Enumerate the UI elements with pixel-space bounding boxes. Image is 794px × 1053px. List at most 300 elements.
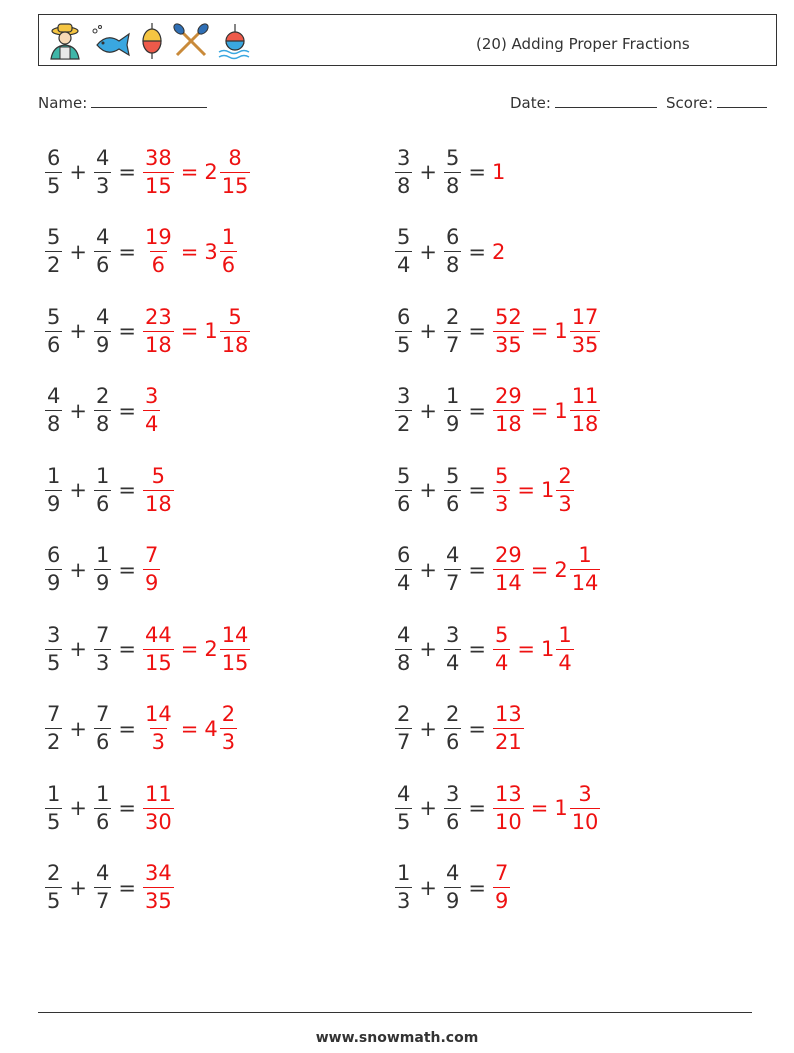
plus-sign: + bbox=[419, 398, 437, 423]
denominator: 6 bbox=[95, 253, 110, 277]
denominator: 6 bbox=[151, 253, 166, 277]
denominator: 21 bbox=[494, 730, 522, 754]
plus-sign: + bbox=[419, 796, 437, 820]
problem-item bbox=[394, 140, 505, 204]
answer-fraction bbox=[143, 781, 174, 834]
plus-sign: + bbox=[69, 716, 87, 741]
whole-answer: 2 bbox=[491, 239, 506, 264]
crossed-oars-icon bbox=[171, 21, 211, 61]
denominator: 5 bbox=[47, 809, 61, 834]
numerator: 1 bbox=[95, 543, 110, 567]
denominator: 5 bbox=[47, 650, 61, 675]
answer-fraction bbox=[143, 304, 174, 357]
equals-sign: = bbox=[118, 319, 136, 343]
equals-sign: = bbox=[468, 716, 486, 741]
denominator: 6 bbox=[397, 491, 411, 516]
mixed-whole: 2 bbox=[204, 160, 218, 184]
denominator: 2 bbox=[47, 253, 61, 277]
denominator: 5 bbox=[397, 332, 411, 357]
equals-sign: = bbox=[530, 319, 549, 343]
answer-fraction bbox=[143, 863, 174, 912]
mixed-fraction bbox=[220, 304, 251, 357]
denominator: 3 bbox=[397, 889, 411, 913]
denominator: 4 bbox=[144, 412, 159, 436]
problem-item bbox=[44, 140, 251, 204]
date-blank bbox=[555, 93, 657, 108]
problem-item bbox=[44, 458, 175, 522]
denominator: 18 bbox=[571, 412, 599, 436]
addend-fraction bbox=[395, 227, 412, 276]
mixed-fraction bbox=[570, 781, 601, 834]
numerator: 4 bbox=[95, 145, 110, 170]
equals-sign: = bbox=[180, 637, 199, 661]
numerator: 6 bbox=[397, 543, 411, 567]
denominator: 8 bbox=[95, 412, 110, 436]
plus-sign: + bbox=[419, 637, 437, 661]
denominator: 10 bbox=[571, 809, 599, 834]
numerator: 1 bbox=[95, 463, 110, 488]
numerator: 7 bbox=[144, 543, 159, 567]
mixed-fraction bbox=[220, 227, 237, 276]
numerator: 34 bbox=[144, 861, 172, 885]
numerator: 7 bbox=[47, 702, 61, 726]
denominator: 15 bbox=[144, 173, 172, 198]
denominator: 18 bbox=[494, 412, 522, 436]
numerator: 5 bbox=[445, 145, 460, 170]
addend-fraction bbox=[395, 545, 412, 594]
numerator: 7 bbox=[95, 622, 110, 647]
denominator: 6 bbox=[95, 491, 110, 516]
addend-fraction bbox=[94, 463, 111, 516]
denominator: 35 bbox=[571, 332, 599, 357]
denominator: 10 bbox=[494, 809, 522, 834]
numerator: 6 bbox=[397, 304, 411, 329]
addend-fraction bbox=[444, 463, 461, 516]
answer-fraction bbox=[493, 463, 510, 516]
addend-fraction bbox=[94, 145, 111, 198]
problem-item bbox=[44, 299, 251, 363]
problem-item bbox=[394, 697, 525, 761]
addend-fraction bbox=[45, 463, 62, 516]
denominator: 6 bbox=[95, 809, 110, 834]
denominator: 9 bbox=[445, 889, 460, 913]
addend-fraction bbox=[45, 622, 62, 675]
plus-sign: + bbox=[69, 398, 87, 423]
problem-item bbox=[394, 776, 601, 840]
denominator: 3 bbox=[494, 491, 509, 516]
numerator: 4 bbox=[47, 384, 61, 408]
addend-fraction bbox=[45, 304, 62, 357]
denominator: 9 bbox=[95, 332, 110, 357]
denominator: 35 bbox=[144, 889, 172, 913]
addend-fraction bbox=[444, 545, 461, 594]
answer bbox=[492, 704, 525, 753]
plus-sign: + bbox=[69, 319, 87, 343]
equals-sign: = bbox=[118, 160, 136, 184]
addend-fraction bbox=[395, 704, 412, 753]
numerator: 2 bbox=[445, 702, 460, 726]
mixed-whole: 1 bbox=[540, 478, 555, 502]
addend-fraction bbox=[395, 145, 412, 198]
denominator: 6 bbox=[445, 809, 460, 834]
answer bbox=[492, 781, 601, 834]
plus-sign: + bbox=[69, 875, 87, 900]
denominator: 7 bbox=[397, 730, 411, 754]
denominator: 8 bbox=[445, 173, 460, 198]
denominator: 6 bbox=[95, 730, 110, 754]
problem-item bbox=[44, 776, 175, 840]
score-field bbox=[666, 93, 767, 112]
addend-fraction bbox=[45, 227, 62, 276]
equals-sign: = bbox=[530, 557, 549, 582]
numerator: 19 bbox=[144, 225, 172, 249]
mixed-whole: 4 bbox=[204, 716, 218, 741]
name-label: Name: bbox=[38, 94, 88, 112]
numerator: 6 bbox=[445, 225, 460, 249]
numerator: 8 bbox=[228, 145, 242, 170]
equals-sign: = bbox=[468, 637, 486, 661]
numerator: 3 bbox=[445, 622, 460, 647]
answer-fraction bbox=[143, 463, 174, 516]
problem-item bbox=[394, 220, 505, 284]
denominator: 8 bbox=[397, 173, 411, 198]
numerator: 1 bbox=[95, 781, 110, 806]
answer bbox=[142, 781, 175, 834]
problem-item bbox=[394, 379, 601, 443]
answer bbox=[492, 386, 601, 435]
addend-fraction bbox=[94, 704, 111, 753]
numerator: 2 bbox=[47, 861, 61, 885]
numerator: 4 bbox=[397, 622, 411, 647]
addend-fraction bbox=[444, 145, 461, 198]
answer bbox=[142, 145, 251, 198]
addend-fraction bbox=[94, 227, 111, 276]
numerator: 1 bbox=[578, 543, 592, 567]
numerator: 5 bbox=[47, 304, 61, 329]
mixed-whole: 1 bbox=[554, 319, 568, 343]
denominator: 3 bbox=[221, 730, 236, 754]
denominator: 6 bbox=[47, 332, 61, 357]
numerator: 14 bbox=[221, 622, 249, 647]
plus-sign: + bbox=[419, 160, 437, 184]
numerator: 2 bbox=[445, 304, 460, 329]
addend-fraction bbox=[94, 304, 111, 357]
date-field bbox=[510, 93, 657, 112]
denominator: 35 bbox=[494, 332, 522, 357]
mixed-fraction bbox=[220, 704, 237, 753]
numerator: 3 bbox=[578, 781, 592, 806]
numerator: 1 bbox=[558, 622, 572, 647]
numerator: 14 bbox=[144, 702, 172, 726]
addend-fraction bbox=[444, 227, 461, 276]
denominator: 2 bbox=[397, 412, 411, 436]
numerator: 5 bbox=[494, 622, 509, 647]
problem-item bbox=[44, 379, 161, 443]
mixed-fraction bbox=[570, 386, 601, 435]
problem-item bbox=[44, 220, 238, 284]
addend-fraction bbox=[45, 704, 62, 753]
numerator: 3 bbox=[47, 622, 61, 647]
numerator: 2 bbox=[221, 702, 236, 726]
addend-fraction bbox=[395, 386, 412, 435]
equals-sign: = bbox=[517, 478, 535, 502]
numerator: 4 bbox=[445, 861, 460, 885]
fish-icon bbox=[89, 21, 133, 61]
problem-item bbox=[394, 299, 601, 363]
answer-fraction bbox=[493, 704, 524, 753]
addend-fraction bbox=[45, 781, 62, 834]
equals-sign: = bbox=[530, 796, 549, 820]
mixed-fraction bbox=[570, 304, 601, 357]
mixed-whole: 2 bbox=[204, 637, 218, 661]
addend-fraction bbox=[395, 622, 412, 675]
answer bbox=[492, 304, 601, 357]
denominator: 8 bbox=[397, 650, 411, 675]
numerator: 44 bbox=[144, 622, 172, 647]
name-field bbox=[38, 93, 207, 112]
answer bbox=[492, 545, 601, 594]
denominator: 15 bbox=[221, 173, 249, 198]
equals-sign: = bbox=[180, 160, 199, 184]
answer bbox=[142, 227, 238, 276]
numerator: 13 bbox=[494, 781, 522, 806]
footer-divider bbox=[38, 1012, 752, 1013]
numerator: 7 bbox=[95, 702, 110, 726]
answer-fraction bbox=[493, 622, 510, 675]
numerator: 4 bbox=[95, 304, 110, 329]
whole-answer: 1 bbox=[491, 160, 506, 184]
addend-fraction bbox=[94, 781, 111, 834]
denominator: 8 bbox=[47, 412, 61, 436]
problem-item bbox=[44, 697, 238, 761]
problem-item bbox=[394, 458, 575, 522]
numerator: 3 bbox=[397, 145, 411, 170]
equals-sign: = bbox=[118, 239, 136, 264]
fisherman-icon bbox=[45, 21, 85, 61]
mixed-fraction bbox=[220, 145, 251, 198]
problem-item bbox=[394, 538, 601, 602]
answer-fraction bbox=[143, 227, 174, 276]
addend-fraction bbox=[395, 781, 412, 834]
numerator: 1 bbox=[445, 384, 460, 408]
equals-sign: = bbox=[468, 557, 486, 582]
answer bbox=[492, 240, 505, 264]
plus-sign: + bbox=[69, 637, 87, 661]
numerator: 52 bbox=[494, 304, 522, 329]
addend-fraction bbox=[395, 463, 412, 516]
numerator: 1 bbox=[47, 781, 61, 806]
numerator: 5 bbox=[445, 463, 460, 488]
numerator: 6 bbox=[47, 543, 61, 567]
answer bbox=[492, 463, 575, 516]
plus-sign: + bbox=[69, 796, 87, 820]
score-blank bbox=[717, 93, 767, 108]
numerator: 5 bbox=[397, 225, 411, 249]
denominator: 3 bbox=[151, 730, 166, 754]
equals-sign: = bbox=[180, 716, 199, 741]
denominator: 9 bbox=[494, 889, 509, 913]
equals-sign: = bbox=[468, 239, 486, 264]
mixed-whole: 1 bbox=[554, 796, 568, 820]
answer bbox=[142, 386, 161, 435]
plus-sign: + bbox=[69, 478, 87, 502]
denominator: 9 bbox=[95, 571, 110, 595]
answer bbox=[492, 863, 511, 912]
denominator: 30 bbox=[144, 809, 172, 834]
equals-sign: = bbox=[468, 160, 486, 184]
worksheet-header bbox=[38, 14, 777, 66]
denominator: 9 bbox=[144, 571, 159, 595]
equals-sign: = bbox=[468, 796, 486, 820]
answer-fraction bbox=[493, 863, 510, 912]
numerator: 29 bbox=[494, 543, 522, 567]
numerator: 2 bbox=[397, 702, 411, 726]
addend-fraction bbox=[395, 863, 412, 912]
problem-item bbox=[44, 617, 251, 681]
worksheet-title: (20) Adding Proper Fractions bbox=[476, 35, 690, 53]
mixed-whole: 1 bbox=[554, 398, 568, 423]
numerator: 5 bbox=[397, 463, 411, 488]
addend-fraction bbox=[444, 304, 461, 357]
denominator: 18 bbox=[144, 491, 172, 516]
addend-fraction bbox=[94, 863, 111, 912]
addend-fraction bbox=[45, 545, 62, 594]
denominator: 6 bbox=[445, 491, 460, 516]
denominator: 7 bbox=[445, 332, 460, 357]
numerator: 2 bbox=[95, 384, 110, 408]
numerator: 5 bbox=[494, 463, 509, 488]
problem-item bbox=[394, 617, 575, 681]
plus-sign: + bbox=[419, 478, 437, 502]
numerator: 17 bbox=[571, 304, 599, 329]
equals-sign: = bbox=[517, 637, 535, 661]
denominator: 18 bbox=[221, 332, 249, 357]
answer-fraction bbox=[143, 145, 174, 198]
equals-sign: = bbox=[118, 637, 136, 661]
mixed-fraction bbox=[556, 463, 573, 516]
answer-fraction bbox=[493, 386, 524, 435]
plus-sign: + bbox=[69, 239, 87, 264]
addend-fraction bbox=[45, 386, 62, 435]
addend-fraction bbox=[45, 863, 62, 912]
answer-fraction bbox=[143, 622, 174, 675]
addend-fraction bbox=[94, 622, 111, 675]
denominator: 3 bbox=[95, 173, 110, 198]
addend-fraction bbox=[395, 304, 412, 357]
answer-fraction bbox=[143, 704, 174, 753]
equals-sign: = bbox=[118, 716, 136, 741]
date-label: Date: bbox=[510, 94, 551, 112]
plus-sign: + bbox=[419, 875, 437, 900]
problem-item bbox=[44, 538, 161, 602]
denominator: 15 bbox=[221, 650, 249, 675]
header-icons bbox=[45, 18, 255, 64]
plus-sign: + bbox=[419, 319, 437, 343]
addend-fraction bbox=[45, 145, 62, 198]
numerator: 2 bbox=[558, 463, 572, 488]
equals-sign: = bbox=[118, 875, 136, 900]
denominator: 4 bbox=[558, 650, 572, 675]
numerator: 13 bbox=[494, 702, 522, 726]
denominator: 18 bbox=[144, 332, 172, 357]
denominator: 4 bbox=[445, 650, 460, 675]
addend-fraction bbox=[94, 386, 111, 435]
numerator: 5 bbox=[47, 225, 61, 249]
equals-sign: = bbox=[118, 557, 136, 582]
denominator: 7 bbox=[445, 571, 460, 595]
equals-sign: = bbox=[118, 796, 136, 820]
mixed-whole: 1 bbox=[204, 319, 218, 343]
numerator: 7 bbox=[494, 861, 509, 885]
plus-sign: + bbox=[69, 160, 87, 184]
problem-item bbox=[394, 856, 511, 920]
answer-fraction bbox=[493, 304, 524, 357]
equals-sign: = bbox=[468, 478, 486, 502]
equals-sign: = bbox=[468, 398, 486, 423]
numerator: 4 bbox=[445, 543, 460, 567]
numerator: 4 bbox=[95, 861, 110, 885]
denominator: 5 bbox=[47, 889, 61, 913]
numerator: 11 bbox=[144, 781, 172, 806]
score-label: Score: bbox=[666, 94, 714, 112]
answer bbox=[142, 545, 161, 594]
denominator: 5 bbox=[47, 173, 61, 198]
equals-sign: = bbox=[530, 398, 549, 423]
mixed-fraction bbox=[556, 622, 573, 675]
denominator: 9 bbox=[47, 571, 61, 595]
problem-item bbox=[44, 856, 175, 920]
numerator: 4 bbox=[95, 225, 110, 249]
denominator: 3 bbox=[558, 491, 572, 516]
denominator: 7 bbox=[95, 889, 110, 913]
equals-sign: = bbox=[468, 319, 486, 343]
numerator: 3 bbox=[144, 384, 159, 408]
numerator: 5 bbox=[228, 304, 242, 329]
denominator: 5 bbox=[397, 809, 411, 834]
plus-sign: + bbox=[419, 716, 437, 741]
answer-fraction bbox=[493, 545, 524, 594]
denominator: 14 bbox=[571, 571, 599, 595]
denominator: 8 bbox=[445, 253, 460, 277]
mixed-whole: 2 bbox=[554, 557, 568, 582]
addend-fraction bbox=[94, 545, 111, 594]
denominator: 15 bbox=[144, 650, 172, 675]
numerator: 3 bbox=[397, 384, 411, 408]
equals-sign: = bbox=[180, 239, 199, 264]
mixed-fraction bbox=[570, 545, 601, 594]
numerator: 6 bbox=[47, 145, 61, 170]
fishing-float-icon bbox=[137, 21, 167, 61]
denominator: 2 bbox=[47, 730, 61, 754]
addend-fraction bbox=[444, 781, 461, 834]
mixed-whole: 3 bbox=[204, 239, 218, 264]
equals-sign: = bbox=[468, 875, 486, 900]
mixed-fraction bbox=[220, 622, 251, 675]
denominator: 9 bbox=[47, 491, 61, 516]
answer bbox=[142, 704, 238, 753]
answer-fraction bbox=[493, 781, 524, 834]
equals-sign: = bbox=[118, 398, 136, 423]
denominator: 4 bbox=[397, 571, 411, 595]
denominator: 14 bbox=[494, 571, 522, 595]
denominator: 4 bbox=[397, 253, 411, 277]
numerator: 1 bbox=[221, 225, 236, 249]
answer bbox=[142, 304, 251, 357]
equals-sign: = bbox=[180, 319, 199, 343]
numerator: 11 bbox=[571, 384, 599, 408]
name-blank bbox=[91, 93, 207, 108]
answer bbox=[492, 160, 505, 184]
